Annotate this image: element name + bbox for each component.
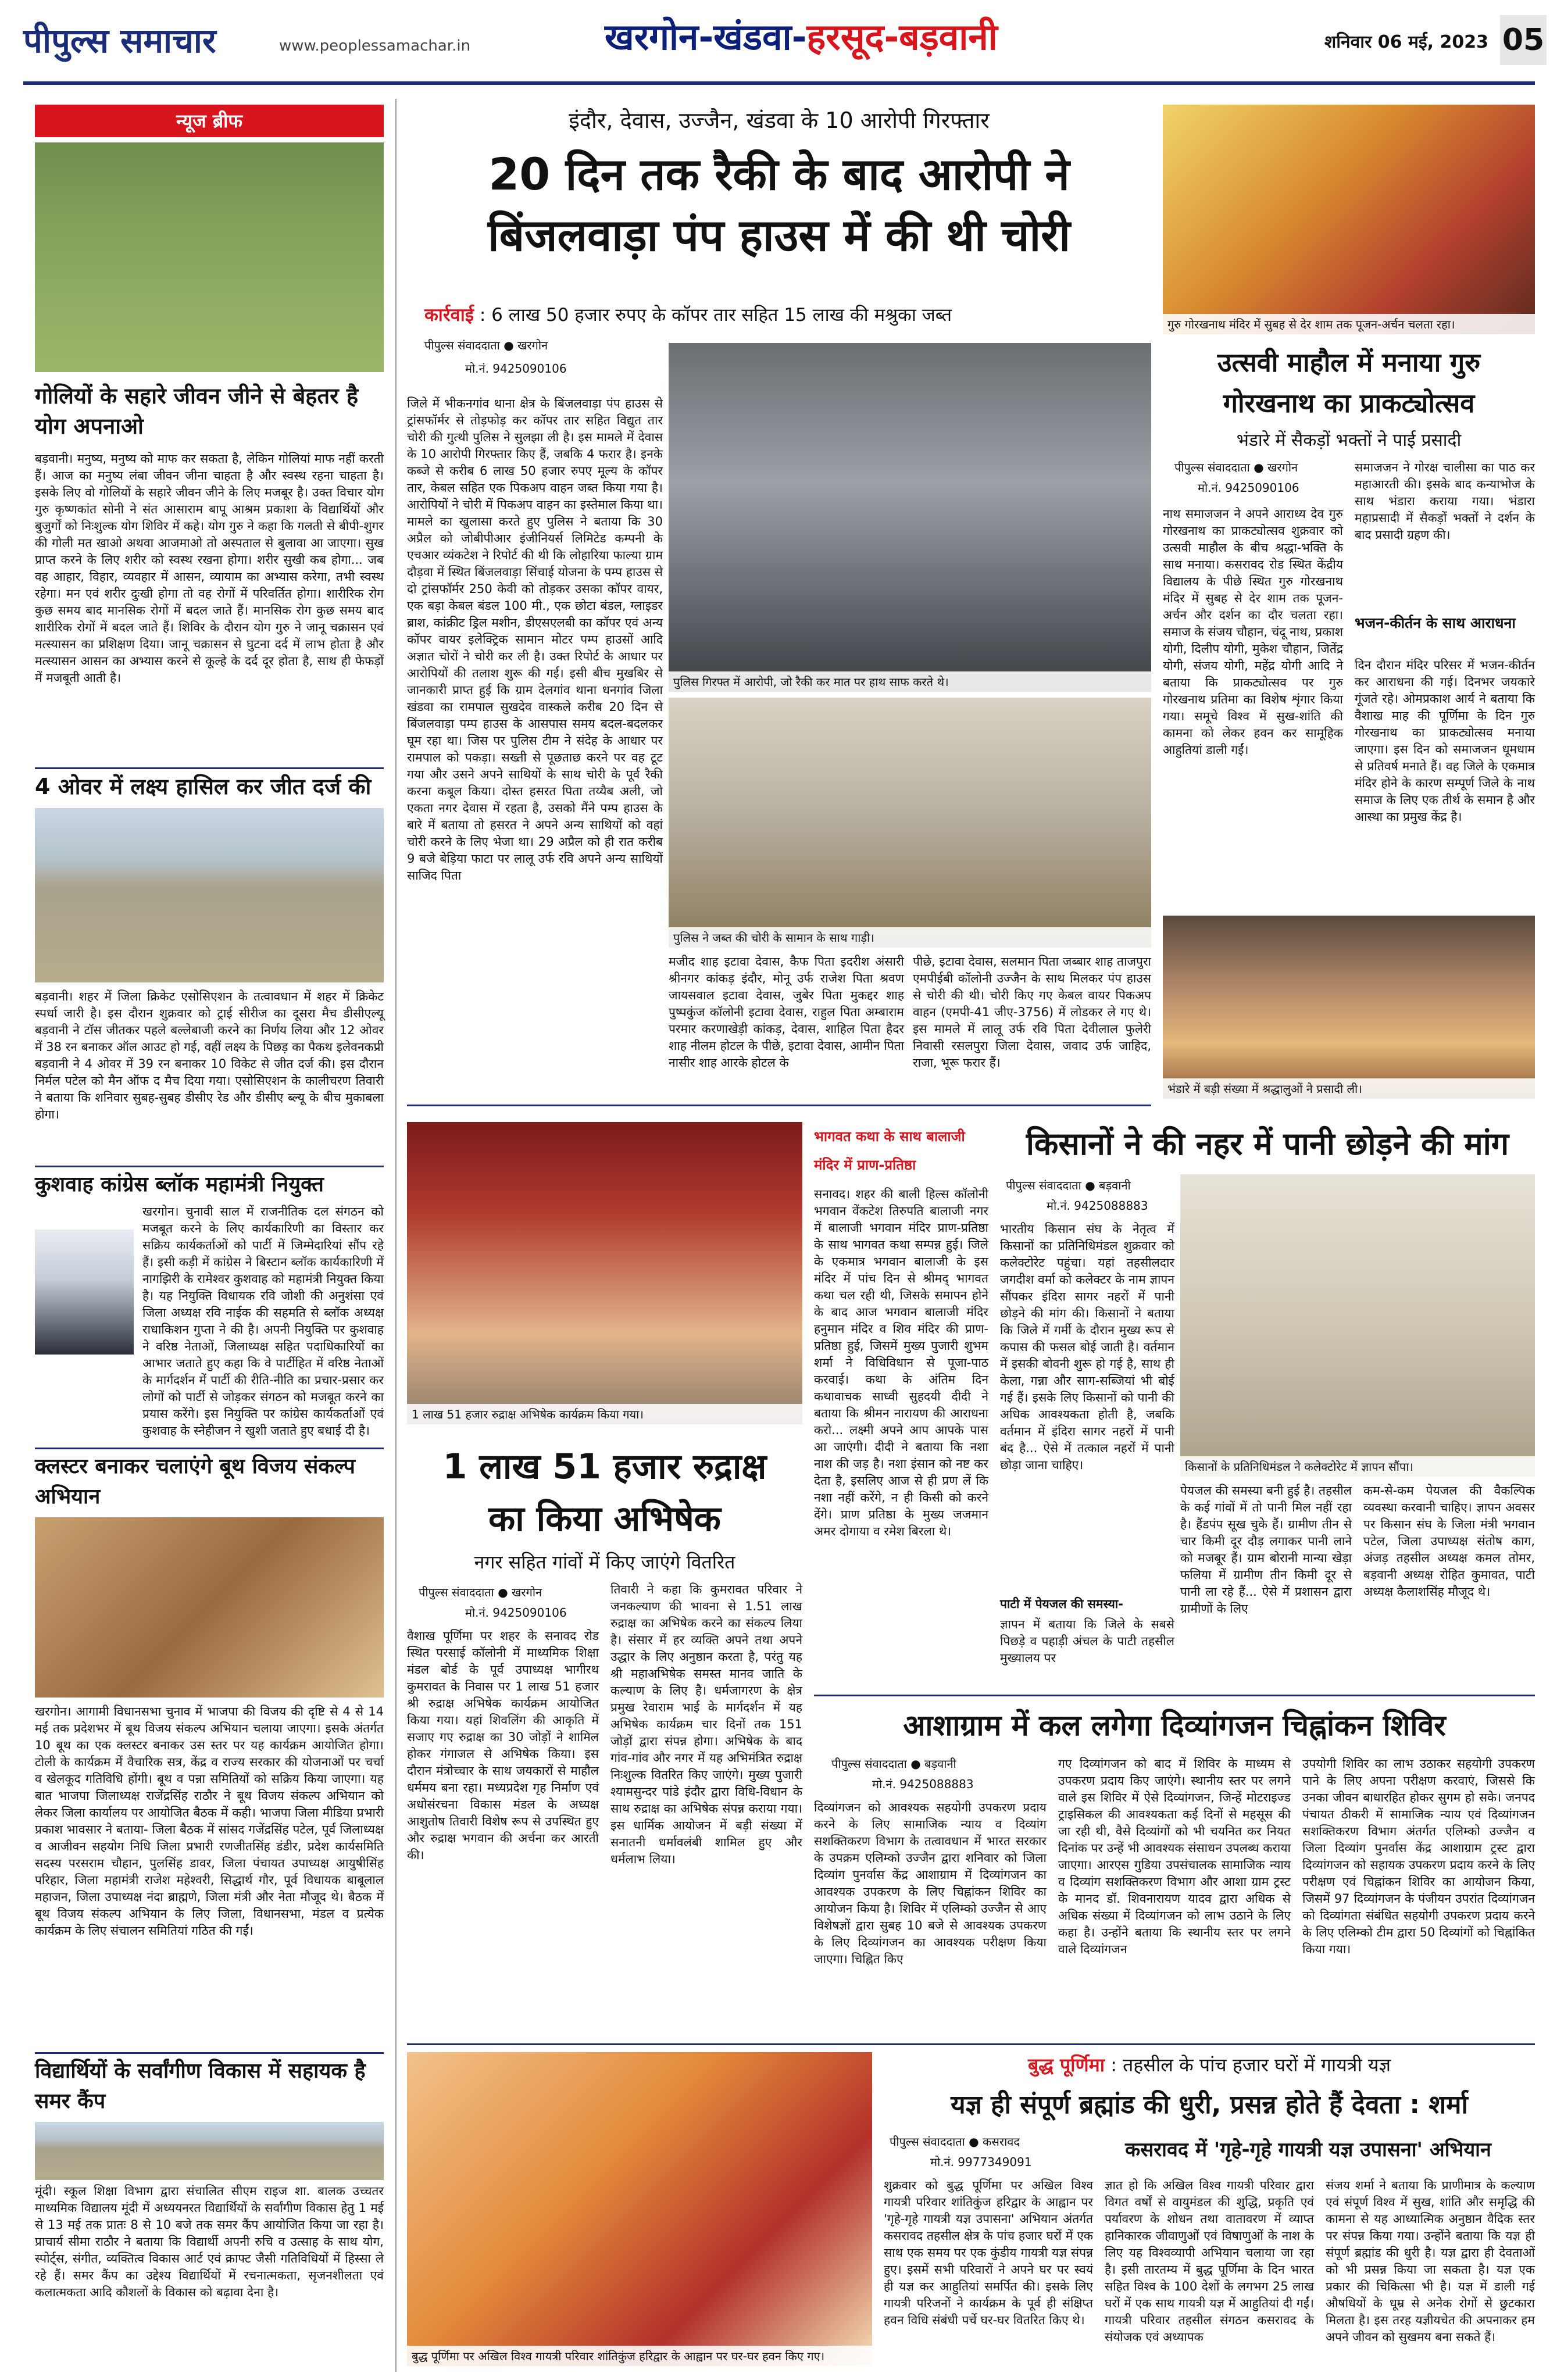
nahar-photo-caption: किसानों के प्रतिनिधिमंडल ने कलेक्टोरेट में ज्ञापन सौंपा।	[1180, 1456, 1535, 1477]
lead-byline: पीपुल्स संवाददाता ● खरगोन	[424, 338, 548, 352]
brief-5-body: मूंदी। स्कूल शिक्षा विभाग द्वारा संचालित सीएम राइज शा. बालक उच्चतर माध्यमिक विद्यालय मूंदी में अध्ययनरत विद्यार्थियों के सर्वांगीण विकास हेतु 1 मई से 13 मई तक प्रातः 8 से 10 बजे तक समर कैंप आयोजित किया जा रहा है। प्राचार्य सीमा राठौर ने बताया कि विद्यार्थी अपनी रुचि व उत्साह के साथ योग, स्पोर्ट्स, संगीत, व्यक्तित्व विकास आर्ट एवं क्राफ्ट जैसी गतिविधियों में हिस्सा ले रहे हैं। समर कैंप का उद्देश्य विद्यार्थियों में रचनात्मकता, सृजनशीलता एवं कलात्मकता आदि कौशलों के विकास को बढ़ावा देना है।	[35, 2184, 384, 2299]
bhagwat-headline-line-2: मंदिर में प्राण-प्रतिष्ठा	[814, 1157, 916, 1173]
lead-body-1: जिले में भीकनगांव थाना क्षेत्र के बिंजलवाड़ा पंप हाउस से ट्रांसफॉर्मर से तोड़फोड़ कर कॉपर तार सहित विद्युत तार चोरी की गुत्थी पुलिस ने सुलझा ली है। इस मामले में देवास के 10 आरोपी गिरफ्तार किए हैं, जबकि 4 फरार है। इनके कब्जे से करीब 6 लाख 50 हजार रुपए मूल्य के कॉपर तार, केबल सहित एक पिकअप वाहन जब्त किया गया है। आरोपियों ने चोरी में पिकअप वाहन का इस्तेमाल किया था। मामले का खुलासा करते हुए पुलिस ने बताया कि 30 अप्रैल को जोबीपीआर इंजीनियर्स लिमिटेड कम्पनी के एचआर व्यंकटेश ने रिपोर्ट की थी कि लोहारिया फाल्या ग्राम दौड़वा में स्थित बिंजलवाड़ा सिंचाई योजना के पम्प हाउस से दो ट्रांसफॉर्मर 250 केवी को तोड़कर उसका कॉपर वायर, एक बड़ा केबल बंडल 100 मी., एक छोटा बंडल, ग्लाइडर ब्राश, कांक्रीट ड्रिल मशीन, डीएसएलबी का कॉपर एवं अन्य कॉपर वायर इलेक्ट्रिक सामान मोटर पम्प हाउसों आदि अज्ञात चोरों ने चोरी कर ली है। उक्त रिपोर्ट के आधार पर आरोपियों की तलाश शुरू की गई। इसी बीच मुखबिर से जानकारी प्राप्त हुई कि ग्राम देलगांव थाना धनगांव जिला खंडवा का रामपाल सुखदेव वास्कले करीब 20 दिन से बिंजलवाड़ा पम्प हाउस के आसपास समय बदल-बदलकर घूम रहा था। जिस पर पुलिस टीम ने संदेह के आधार पर रामपाल को पकड़ा। सख्ती से पूछताछ करने पर वह टूट गया और उसने अपने साथियों के साथ चोरी के पूर्व रैकी करना कबूल किया। दोस्त हसरत पिता तय्यैब अली, जो एकता नगर देवास में रहता है, उसको मैंने पम्प हाउस के बारे में बताया तो हसरत ने अपने अन्य साथियों को वहां चोरी करने के लिए भेजा था। 29 अप्रैल को ही रात करीब 9 बजे बेड़िया फाटा पर लालू उर्फ रवि अपने अन्य साथियों साजिद पिता	[407, 396, 663, 882]
rudraksh-subhead: नगर सहित गांवों में किए जाएंगे वितरित	[474, 1551, 735, 1573]
guru-headline-line-1: उत्सवी माहौल में मनाया गुरु	[1217, 347, 1481, 378]
bjp-meeting-photo	[35, 1517, 384, 1698]
yoga-camp-photo	[35, 142, 384, 372]
brief-4-body: खरगोन। आगामी विधानसभा चुनाव में भाजपा की विजय की दृष्टि से 4 से 14 मई तक प्रदेशभर में बूथ विजय संकल्प अभियान चलाया जाएगा। इसके अंतर्गत 10 बूथ का एक क्लस्टर बनाकर उस स्तर पर यह कार्यक्रम आयोजित होगा। टोली के कार्यक्रम में वैचारिक सत्र, केंद्र व राज्य सरकार की योजनाओं पर चर्चा व खेलकूद गतिविधि होंगी। बूथ व पन्ना समितियों को सक्रिय किया जाएगा। यह बात भाजपा जिलाध्यक्ष राजेंद्रसिंह राठौर ने बूथ विजय संकल्प अभियान को लेकर जिला कार्यालय पर आयोजित बैठक में कही। भाजपा जिला मीडिया प्रभारी प्रकाश भावसार ने बताया- जिला बैठक में सांसद गजेंद्रसिंह पटेल, पूर्व जिलाध्यक्ष व आजीवन सहयोग निधि जिला प्रभारी रणजीतसिंह डंडीर, प्रदेश कार्यसमिति सदस्य परसराम चौहान, पुलसिंह डावर, जिला पंचायत उपाध्यक्ष आयुषीसिंह परिहार, जिला महामंत्री राजेश महेश्वरी, सिद्धार्थ गौर, पूर्व विधायक बाबूलाल महाजन, जिला उपाध्यक्ष नंदा ब्राह्मणे, जिला मंत्री और नेता मौजूद थे। बैठक में बूथ विजय संकल्प अभियान के लिए जिला, विधानसभा, मंडल व प्रत्येक कार्यक्रम के लिए संचालन समितियां गठित की गईं।	[35, 1704, 384, 1938]
lead-phone: मो.नं. 9425090106	[465, 362, 567, 376]
rudraksh-headline-line-2: का किया अभिषेक	[488, 1499, 721, 1539]
gayatri-body-1: शुक्रवार को बुद्ध पूर्णिमा पर अखिल विश्व गायत्री परिवार शांतिकुंज हरिद्वार के आह्वान पर 'गृहे-गृहे गायत्री यज्ञ उपासना' अभियान अंतर्गत कसरावद तहसील क्षेत्र के पांच हजार घरों में एक साथ एक समय पर एक कुंडीय गायत्री यज्ञ संपन्न हुए। इसमें सभी परिवारों ने अपने घर पर स्वयं ही यज्ञ कर आहुतियां समर्पित की। इसके लिए गायत्री परिजनों ने कार्यक्रम के पूर्व ही संक्षिप्त हवन विधि संबंधी पर्चे घर-घर वितरित किए थे।	[884, 2178, 1093, 2327]
cricket-match-photo	[35, 808, 384, 982]
guru-byline: पीपुल्स संवाददाता ● खरगोन	[1174, 460, 1298, 474]
guru-body-3: दिन दौरान मंदिर परिसर में भजन-कीर्तन कर आराधना की गई। दिनभर जयकारे गूंजते रहे। ओमप्रकाश आर्य ने बताया कि वैशाख माह की पूर्णिमा के दिन गुरु गोरखनाथ का प्राकट्योत्सव मनाया जाएगा। इस दिन को समाजजन धूमधाम से प्रतिवर्ष मनाते हैं। वह जिले के एकमात्र मंदिर होने के कारण सम्पूर्ण जिले के नाथ समाज के लिए एक तीर्थ के समान है और आस्था का प्रमुख केंद्र है।	[1355, 658, 1535, 824]
section-title	[605, 12, 1198, 70]
nahar-body-3: कम-से-कम पेयजल की वैकल्पिक व्यवस्था करवानी चाहिए। ज्ञापन अवसर पर किसान संघ के जिला मंत्री भगवान पटेल, जिला उपाध्यक्ष संतोष काग, अंजड़ तहसील अध्यक्ष कमल तोमर, बड़वानी अध्यक्ष रोहित कुमावत, पाटी अध्यक्ष कैलाशसिंह मौजूद थे।	[1363, 1484, 1535, 1599]
lead-headline-line-2: बिंजलवाड़ा पंप हाउस में की थी चोरी	[488, 209, 1070, 261]
lead-kicker: इंदौर, देवास, उज्जैन, खंडवा के 10 आरोपी गिरफ्तार	[569, 108, 990, 133]
rudraksh-phone: मो.नं. 9425090106	[465, 1606, 567, 1620]
gayatri-phone: मो.नं. 9977349091	[930, 2155, 1032, 2169]
section-title-part-1: खरगोन-खंडवा-	[605, 16, 807, 58]
lead-headline-line-1: 20 दिन तक रैकी के बाद आरोपी ने	[488, 148, 1070, 200]
issue-date: शनिवार 06 मई, 2023	[1324, 32, 1488, 52]
brief-1-body: बड़वानी। मनुष्य, मनुष्य को माफ कर सकता है, लेकिन गोलियां माफ नहीं करती हैं। आज का मनुष्य लंबा जीवन जीना चाहता है और स्वस्थ रहना चाहता है। इसके लिए वो गोलियों के सहारे जीवन जीने के लिए मजबूर है। उक्त विचार योग गुरु कृष्णकांत सोनी ने संत आसाराम बापू आश्रम प्रकाशा के विद्यार्थियों और बुजुर्गों को निःशुल्क योग शिविर में कहे। योग गुरु ने कहा कि गलती से बीपी-शुगर की गोली मत खाओ अथवा आजमाओ तो अस्पताल से बुलावा आ जाएगा। सुख प्राप्त करने के लिए शरीर को स्वस्थ रखना होगा। शरीर सुखी कब होगा... जब वह आहार, विहार, व्यवहार में आसन, व्यायाम का अभ्यास करेगा, तभी स्वस्थ रहेगा। मन एवं शरीर दुःखी होगा तो वह रोगों में परिवर्तित होगा। शारीरिक रोग कुछ समय बाद मानसिक रोगों में बदल जाते हैं। मानसिक रोग कुछ समय बाद शारीरिक रोगों में बदल जाते हैं। शिविर के दौरान योग गुरु ने जानू चक्रासन एवं मत्स्यासन का प्रशिक्षण दिया। जानू चक्रासन से घुटना दर्द में लाभ होता है और मत्स्यासन आसन का अभ्यास करने से कूल्हे के दर्द दूर होता है, साथ ही फेफड़ों में मजबूती आती है।	[35, 452, 384, 685]
newspaper-logo[interactable]: पीपुल्स समाचार	[23, 21, 216, 60]
brief-2-headline: 4 ओवर में लक्ष्य हासिल कर जीत दर्ज की	[35, 767, 384, 802]
shivir-phone: मो.नं. 9425088883	[872, 1777, 974, 1791]
rudraksh-abhishek-photo	[407, 1122, 802, 1424]
lead-deck-text: : 6 लाख 50 हजार रुपए के कॉपर तार सहित 15 लाख की मश्रुका जब्त	[479, 305, 952, 326]
gayatri-kicker	[884, 2052, 1535, 2081]
gayatri-kicker-text: : तहसील के पांच हजार घरों में गायत्री यज्ञ	[1110, 2054, 1391, 2076]
guru-headline-line-2: गोरखनाथ का प्राकट्योत्सव	[1223, 388, 1475, 419]
lead-body-3: पीछे, इटावा देवास, सलमान पिता जब्बार शाह ताजपुरा एमपीईबी कॉलोनी उज्जैन के साथ मिलकर पंप हाउस से चोरी की थी। चोरी किए गए केबल वायर पिकअप वाहन (एमपी-41 जीए-3756) में लोडकर ले गए थे। इस मामले में लालू उर्फ रवि पिता देवीलाल फुलेरी निवासी रसलपुरा जिला देवास, जवाद उर्फ जाहिद, राजा, भूरू फरार हैं।	[913, 955, 1151, 1070]
farmers-memorandum-photo	[1180, 1174, 1535, 1477]
guru-photo-caption: गुरु गोरखनाथ मंदिर में सुबह से देर शाम तक पूजन-अर्चन चलता रहा।	[1163, 314, 1535, 334]
lead-photo-2-caption: पुलिस ने जब्त की चोरी के सामान के साथ गाड़ी।	[669, 927, 1151, 948]
gayatri-byline: पीपुल्स संवाददाता ● कसरावद	[890, 2135, 1020, 2149]
shivir-body-2: गए दिव्यांगजन को बाद में शिविर के माध्यम से उपकरण प्रदाय किए जाएंगे। स्थानीय स्तर पर लगने वाले इस शिविर में ऐसे दिव्यांगजन, जिन्हें मोटराइज्ड ट्राइसिकल की आवश्यकता कई दिनों से महसूस की जा रही थी, वैसे दिव्यांगों को भी चयनित कर नियत दिनांक पर उन्हें भी आवश्यक संसाधन उपलब्ध कराया जाएगा। आरएस गुडिया उपसंचालक सामाजिक न्याय व दिव्यांग सशक्तिकरण विभाग और आशा ग्राम ट्रस्ट के मानद डॉ. शिवनारायण यादव द्वारा अधिक से अधिक संख्या में दिव्यांगजन को लाभ उठाने के लिए कहा है। उन्होंने बताया कि स्थानीय स्तर पर लगने वाले दिव्यांगजन	[1058, 1757, 1291, 1956]
nahar-body-2: पेयजल की समस्या बनी हुई है। तहसील के कई गांवों में तो पानी मिल नहीं रहा है। हैंडपंप सूख चुके हैं। ग्रामीण तीन से चार किमी दूर दौड़ लगाकर पानी लाने को मजबूर हैं। ग्राम बोरानी मान्या खेड़ा फलिया में ग्रामीण तीन किमी दूर से पानी ला रहे हैं... ऐसे में प्रशासन द्वारा ग्रामीणों के लिए	[1180, 1484, 1352, 1616]
gayatri-photo-caption: बुद्ध पूर्णिमा पर अखिल विश्व गायत्री परिवार शांतिकुंज हरिद्वार के आह्वान पर घर-घर हवन किए गए।	[407, 2346, 872, 2366]
lead-bottom-rule	[407, 1105, 1151, 1106]
brief-1-headline: गोलियों के सहारे जीवन जीने से बेहतर है योग अपनाओ	[35, 383, 359, 439]
brief-3-body: खरगोन। चुनावी साल में राजनीतिक दल संगठन को मजबूत करने के लिए कार्यकारिणी का विस्तार कर सक्रिय कार्यकर्ताओं को पार्टी में जिम्मेदारियां सौंप रहे हैं। इसी कड़ी में कांग्रेस ने बिस्टान ब्लॉक कार्यकारिणी में नागझिरी के रामेश्वर कुशवाह को महामंत्री नियुक्त किया है। यह नियुक्ति विधायक रवि जोशी की अनुशंसा एवं जिला अध्यक्ष रवि नाईक की सहमति से ब्लॉक अध्यक्ष राधाकिशन गुप्ता ने की है। अपनी नियुक्ति पर कुशवाह ने वरिष्ठ नेताओं, जिलाध्यक्ष सहित पदाधिकारियों का आभार जताते हुए कहा कि वे पार्टीहित में वरिष्ठ नेताओं के मार्गदर्शन में पार्टी की रीति-नीति का प्रचार-प्रसार कर लोगों को पार्टी से जोड़कर संगठन को मजबूत करने का प्रयास करेंगे। इस नियुक्ति पर कांग्रेस कार्यकर्ताओं एवं कुशवाह के स्नेहीजन ने खुशी जताते हुए बधाई दी है।	[142, 1205, 384, 1438]
yagya-photo	[407, 2052, 872, 2366]
nahar-phone: मो.नं. 9425088883	[1047, 1199, 1148, 1213]
brief-2-body: बड़वानी। शहर में जिला क्रिकेट एसोसिएशन के तत्वावधान में शहर में क्रिकेट स्पर्धा जारी है। इस दौरान शुक्रवार को ट्राई सीरीज का दूसरा मैच डीसीएल्यू बड़वानी ने टॉस जीतकर पहले बल्लेबाजी करने का निर्णय लिया और 12 ओवर में 38 रन बनाकर ऑल आउट हो गई, वहीं लक्ष्य के पिछड़ का पैकथ इलेवनकप्री बड़वानी ने 4 ओवर में 39 रन बनाकर 10 विकेट से जीत दर्ज की। इस दौरान निर्मल पटेल को मैन ऑफ द मैच दिया गया। एसोसिएशन के कालीचरण तिवारी ने बताया कि शनिवार सुबह-सुबह डीसीए रेड और डीसीए ब्ल्यू के बीच मुकाबला होगा।	[35, 989, 384, 1121]
news-brief-label: न्यूज ब्रीफ	[35, 105, 384, 137]
lead-deck	[424, 302, 1151, 331]
lead-deck-tag: कार्रवाई	[424, 305, 474, 326]
nahar-body-1b: ज्ञापन में बताया कि जिले के सबसे पिछड़े व पहाड़ी अंचल के पाटी तहसील मुख्यालय पर	[1000, 1617, 1174, 1665]
rudraksh-byline: पीपुल्स संवाददाता ● खरगोन	[419, 1585, 542, 1599]
rudraksh-body-1: वैशाख पूर्णिमा पर शहर के सनावद रोड स्थित परसाई कॉलोनी में माध्यमिक शिक्षा मंडल बोर्ड के पूर्व उपाध्यक्ष भागीरथ कुमरावत के निवास पर 1 लाख 51 हजार श्री रुद्राक्ष अभिषेक कार्यक्रम आयोजित किया गया। यहां शिवलिंग की आकृति में सजाए गए रुद्राक्ष का 30 जोड़ों ने शामिल होकर गंगाजल से अभिषेक किया। इस दौरान मंत्रोच्चार के साथ जयकारों से माहौल धर्ममय बना रहा। मध्यप्रदेश गृह निर्माण एवं अधोसंरचना विकास मंडल के अध्यक्ष आशुतोष तिवारी विशेष रूप से उपस्थित हुए और रुद्राक्ष भगवान की अर्चना कर आरती की।	[407, 1629, 599, 1862]
column-divider	[395, 99, 397, 2372]
lead-photo-seized-vehicle	[669, 698, 1151, 948]
bhandara-photo	[1163, 916, 1535, 1099]
summer-camp-photo	[35, 2122, 384, 2180]
shivir-top-rule	[814, 1695, 1535, 1696]
lead-photo-arrested	[669, 343, 1151, 692]
nahar-headline: किसानों ने की नहर में पानी छोड़ने की मांग	[1026, 1125, 1509, 1162]
gayatri-headline: यज्ञ ही संपूर्ण ब्रह्मांड की धुरी, प्रसन्न होते हैं देवता : शर्मा	[951, 2090, 1468, 2120]
shivir-body-3: उपयोगी शिविर का लाभ उठाकर सहयोगी उपकरण पाने के लिए अपना परीक्षण करवाएं, जिससे कि उनका जीवन बाधारहित होकर सुगम हो सके। जनपद पंचायत ठीकरी में सामाजिक न्याय एवं दिव्यांगजन सशक्तिकरण विभाग अंतर्गत एलिम्को उज्जैन व जिला दिव्यांग पुनर्वास केंद्र आशाग्राम ट्रस्ट द्वारा दिव्यांगजन को सहायक उपकरण प्रदाय करने के लिए परीक्षण एवं चिह्नांकन शिविर का आयोजन किया, जिसमें 97 दिव्यांगजन के पंजीयन उपरांत दिव्यांगजन को दिव्यांगता संबंधित सहयोगी उपकरण प्रदाय करने के लिए एलिम्को टीम द्वारा 50 दिव्यांगों को चिह्नांकित किया गया।	[1302, 1757, 1535, 1956]
masthead-rule	[23, 81, 1535, 85]
gayatri-body-2: ज्ञात हो कि अखिल विश्व गायत्री परिवार द्वारा विगत वर्षों से वायुमंडल की शुद्धि, प्रकृति एवं पर्यावरण के शोधन तथा वातावरण में व्याप्त हानिकारक जीवाणुओं एवं विषाणुओं के नाश के लिए यह विश्वव्यापी अभियान चलाया जा रहा है। इसी तारतम्य में बुद्ध पूर्णिमा के दिन भारत सहित विश्व के 100 देशों के लगभग 25 लाख घरों में एक साथ गायत्री यज्ञ में आहुतियां दी गईं। गायत्री परिवार तहसील संगठन कसरावद के संयोजक एवं अध्यापक	[1105, 2178, 1314, 2344]
guru-body-1: नाथ समाजजन ने अपने आराध्य देव गुरु गोरखनाथ का प्राकट्योत्सव शुक्रवार को उत्सवी माहौल के बीच श्रद्धा-भक्ति के साथ मनाया। कसरावद रोड स्थित केंद्रीय विद्यालय के पीछे स्थित गुरु गोरखनाथ मंदिर में सुबह से देर शाम तक पूजन-अर्चन और दर्शन का दौर चलता रहा। समाज के संजय चौहान, चंदू नाथ, प्रकाश योगी, दिलीप योगी, मुकेश चौहान, जितेंद्र योगी, संजय योगी, महेंद्र योगी आदि ने बताया कि प्राकट्योत्सव पर गुरु गोरखनाथ प्रतिमा का विशेष शृंगार किया गया। समूचे विश्व में सुख-शांति की कामना को लेकर हवन कर सामूहिक आहुतियां डाली गईं।	[1163, 507, 1343, 757]
website-url[interactable]: www.peoplessamachar.in	[279, 37, 471, 55]
nahar-subhead: पाटी में पेयजल की समस्या-	[1000, 1597, 1123, 1611]
brief-5-headline: विद्यार्थियों के सर्वांगीण विकास में सहायक है समर कैंप	[35, 2052, 384, 2116]
guru-temple-photo	[1163, 105, 1535, 334]
lead-photo-1-caption: पुलिस गिरफ्त में आरोपी, जो रैकी कर मात पर हाथ साफ करते थे।	[669, 671, 1151, 692]
kushwah-portrait	[35, 1230, 134, 1355]
gayatri-subhead: कसरावद में 'गृहे-गृहे गायत्री यज्ञ उपासना' अभियान	[1125, 2138, 1491, 2161]
gayatri-kicker-tag: बुद्ध पूर्णिमा	[1028, 2054, 1105, 2076]
guru-subhead: भंडारे में सैकड़ों भक्तों ने पाई प्रसादी	[1236, 430, 1462, 451]
gayatri-body-3: संजय शर्मा ने बताया कि प्राणीमात्र के कल्याण एवं संपूर्ण विश्व में सुख, शांति और समृद्धि की कामना से यह आध्यात्मिक अनुष्ठान वैदिक स्तर पर संपन्न किया गया। उन्होंने बताया कि यज्ञ ही संपूर्ण ब्रह्मांड की धुरी है। यज्ञ द्वारा ही देवताओं को भी प्रसन्न किया जा सकता है। यज्ञ एक प्रकार की चिकित्सा भी है। यज्ञ में डाली गई औषधियों के धूम्र से अनेक रोगों से छुटकारा मिलता है। इस तरह यज्ञीयचेत की अपनाकर हम अपने जीवन को सुखमय बना सकते हैं।	[1326, 2178, 1535, 2344]
nahar-body-1: भारतीय किसान संघ के नेतृत्व में किसानों का प्रतिनिधिमंडल शुक्रवार को कलेक्टोरेट पहुंचा। यहां तहसीलदार जगदीश वर्मा को कलेक्टर के नाम ज्ञापन सौंपकर इंदिरा सागर नहरों में पानी छोड़ने की मांग की। किसानों ने बताया कि जिले में गर्मी के दौरान मुख्य रूप से कपास की फसल बोई जाती है। वर्तमान में इसकी बोवनी शुरू हो गई है, साथ ही केला, गन्ना और साग-सब्जियां भी बोई गई हैं। इसके लिए किसानों को पानी की अधिक आवश्यकता होती है, जबकि वर्तमान में इंदिरा सागर नहरों में पानी बंद है... ऐसे में तत्काल नहरों में पानी छोड़ा जाना चाहिए।	[1000, 1222, 1174, 1472]
bhandara-photo-caption: भंडारे में बड़ी संख्या में श्रद्धालुओं ने प्रसादी ली।	[1163, 1078, 1535, 1099]
lead-body-2: मजीद शाह इटावा देवास, कैफ पिता इदरीश अंसारी श्रीनगर कांकड़ इंदौर, मोनू उर्फ राजेश पिता श्रवण जायसवाल इटावा देवास, जुबेर पिता मुकद्दर शाह पुष्पकुंज कॉलोनी इटावा देवास, राहुल पिता अम्बाराम परमार करणाखेड़ी कांकड़, देवास, शाहिल पिता हैदर शाह नीलम होटल के पीछे, इटावा देवास, आमीन पिता नासीर शाह आरके होटल के	[669, 955, 904, 1070]
rudraksh-headline-line-1: 1 लाख 51 हजार रुद्राक्ष	[442, 1446, 767, 1487]
masthead	[0, 0, 1557, 87]
shivir-byline: पीपुल्स संवाददाता ● बड़वानी	[831, 1757, 956, 1771]
section-title-part-2: हरसूद-बड़वानी	[806, 16, 998, 58]
guru-body-2: समाजजन ने गोरक्ष चालीसा का पाठ कर महाआरती की। इसके बाद कन्याभोज के साथ भंडारा कराया गया। भंडारा महाप्रसादी में सैकड़ों भक्तों ने दर्शन के बाद प्रसादी ग्रहण की।	[1355, 460, 1535, 542]
page-number: 05	[1500, 15, 1547, 65]
shivir-headline: आशाग्राम में कल लगेगा दिव्यांगजन चिह्नांकन शिविर	[903, 1709, 1446, 1742]
nahar-byline: पीपुल्स संवाददाता ● बड़वानी	[1006, 1178, 1131, 1192]
brief-4-headline: क्लस्टर बनाकर चलाएंगे बूथ विजय संकल्प अभियान	[35, 1448, 384, 1511]
guru-phone: मो.नं. 9425090106	[1198, 481, 1299, 495]
bhagwat-headline-line-1: भागवत कथा के साथ बालाजी	[814, 1128, 965, 1145]
guru-subhead-2: भजन-कीर्तन के साथ आराधना	[1355, 614, 1516, 631]
gayatri-top-rule	[407, 2043, 1535, 2045]
rudraksh-photo-caption: 1 लाख 51 हजार रुद्राक्ष अभिषेक कार्यक्रम किया गया।	[407, 1404, 802, 1424]
bhagwat-body: सनावद। शहर की बाली हिल्स कॉलोनी भगवान वेंकटेश तिरुपति बालाजी नगर में बालाजी भगवान मंदिर प्राण-प्रतिष्ठा के साथ भागवत कथा सम्पन्न हुई। जिले के एकमात्र भगवान बालाजी के इस मंदिर में पांच दिन से श्रीमद् भागवत कथा चल रही थी, जिसके समापन होने के बाद आज भगवान बालाजी मंदिर हनुमान मंदिर व शिव मंदिर की प्राण-प्रतिष्ठा हुई, जिसमें मुख्य पुजारी शुभम शर्मा ने विधिविधान से पूजा-पाठ करवाई। कथा के अंतिम दिन कथावाचक साध्वी सुहदयी दीदी ने बताया कि श्रीमन नारायण की आराधना करो... लक्ष्मी अपने आप आपके पास आ जाएंगी। दीदी ने बताया कि नशा नाश की जड़ है। नशा इंसान को नष्ट कर देता है, इसलिए आज से ही प्रण लें कि नशा नहीं करेंगे, न ही किसी को करने देंगे। प्राण प्रतिष्ठा के मुख्य जजमान अमर दोगाया व रमेश बिरला थे।	[814, 1187, 988, 1538]
shivir-body-1: दिव्यांगजन को आवश्यक सहयोगी उपकरण प्रदाय करने के लिए सामाजिक न्याय व दिव्यांग सशक्तिकरण विभाग के तत्वावधान में भारत सरकार के उपक्रम एलिम्को उज्जैन द्वारा शनिवार को जिला दिव्यांग पुनर्वास केंद्र आशाग्राम में दिव्यांगजन का आवश्यक उपकरण के लिए चिह्नांकन शिविर का आयोजन किया है। शिविर में एलिम्को उज्जैन से आए विशेषज्ञों द्वारा सुबह 10 बजे से आवश्यक उपकरण के लिए दिव्यांगजन का आवश्यक परीक्षण किया जाएगा। चिह्नित किए	[814, 1800, 1047, 1966]
brief-3-headline: कुशवाह कांग्रेस ब्लॉक महामंत्री नियुक्त	[35, 1166, 384, 1200]
rudraksh-body-2: तिवारी ने कहा कि कुमरावत परिवार ने जनकल्याण की भावना से 1.51 लाख रुद्राक्ष का अभिषेक करने का संकल्प लिया है। संसार में हर व्यक्ति अपने तथा अपने उद्धार के लिए अनुष्ठान करता है, परंतु यह श्री महाअभिषेक समस्त मानव जाति के कल्याण के लिए है। धर्मजागरण के क्षेत्र प्रमुख रेवाराम भाई के मार्गदर्शन में यह अभिषेक कार्यक्रम चार दिनों तक 151 जोड़ों द्वारा संपन्न होगा। अभिषेक के बाद गांव-गांव और नगर में यह अभिमंत्रित रुद्राक्ष निःशुल्क वितरित किए जाएंगे। मुख्य पुजारी श्यामसुन्दर पांडे इंदौर द्वारा विधि-विधान के साथ रुद्राक्ष का अभिषेक संपन्न कराया गया। इस धार्मिक आयोजन में बड़ी संख्या में सनातनी धर्मावलंबी शामिल हुए और धर्मलाभ लिया।	[610, 1582, 802, 1866]
